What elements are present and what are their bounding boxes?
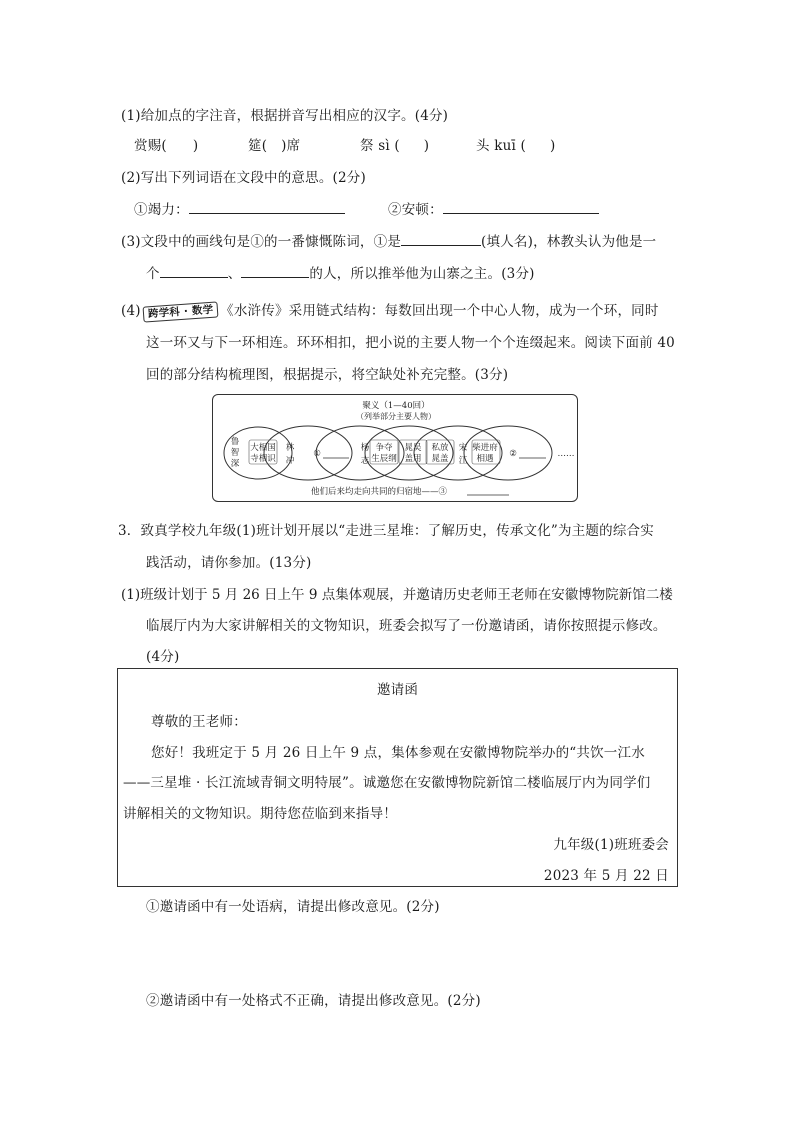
chain-structure-diagram — [212, 394, 578, 502]
answer-blank[interactable] — [160, 264, 228, 278]
chain-ring-6 — [464, 426, 552, 480]
interdisciplinary-math-badge: 跨学科 · 数学 — [142, 301, 218, 322]
q2-part4-line1: (4) 跨学科 · 数学 《水浒传》采用链式结构：每数回出现一个中心人物，成为一个环，同时 — [121, 299, 659, 320]
letter-salutation: 尊敬的王老师： — [151, 714, 247, 730]
q2-part4-line2: 这一环又与下一环相连。环环相扣，把小说的主要人物一个个连缀起来。阅读下面前 40 — [146, 335, 675, 351]
q2-part3-line2: 个 、 的人，所以推举他为山寨之主。(3分) — [146, 266, 535, 282]
svg-text:寺相识: 寺相识 — [250, 454, 276, 464]
q2-part2-item1: ①竭力： — [134, 198, 345, 218]
q2-part2-title: (2)写出下列词语在文段中的意思。(2分) — [121, 170, 366, 186]
q2-part3-line1: (3)文段中的画线句是①的一番慷慨陈词，①是 (填人名)，林教头认为他是一 — [121, 234, 657, 250]
node-chaowu: 晁吴 — [404, 443, 422, 453]
q3-sub2: ②邀请函中有一处格式不正确，请提出修改意见。(2分) — [146, 993, 481, 1009]
svg-text:深: 深 — [230, 459, 240, 469]
svg-text:冲: 冲 — [285, 456, 295, 466]
node-daxiangguosi: 大相国 — [250, 443, 276, 453]
diagram-subtitle: （列举部分主要人物） — [356, 412, 436, 421]
svg-text:相遇: 相遇 — [476, 454, 494, 464]
chain-ring-4 — [365, 426, 453, 480]
node-blank-2: ② — [509, 449, 517, 459]
node-sifang: 私放 — [431, 443, 449, 453]
invitation-letter — [117, 668, 678, 887]
chain-ring-3 — [316, 426, 404, 480]
chain-ellipsis: …… — [557, 449, 575, 459]
answer-blank[interactable] — [443, 200, 599, 214]
letter-body-line1: 您好！我班定于 5 月 26 日上午 9 点，集体参观在安徽博物院举办的“共饮一江水 — [151, 745, 645, 761]
node-yangzhi: 杨 — [360, 443, 370, 453]
q2-part1-item-yanxi: 筵( )席 — [248, 138, 301, 154]
node-blank-1: ① — [313, 449, 321, 459]
letter-title: 邀请函 — [376, 682, 419, 698]
svg-text:晁盖: 晁盖 — [431, 454, 449, 464]
diagram-title: 聚义（1—40回） — [362, 401, 430, 411]
letter-body-line3: 讲解相关的文物知识。期待您莅临到来指导！ — [123, 806, 397, 822]
q3-line2: 践活动，请你参加。(13分) — [146, 555, 312, 571]
answer-blank[interactable] — [401, 232, 481, 246]
svg-text:盖用: 盖用 — [404, 454, 422, 464]
q3-line1: 3．致真学校九年级(1)班计划开展以“走进三星堆：了解历史，传承文化”为主题的综合实 — [118, 523, 654, 539]
q2-part1-items: 赏赐( ) — [134, 138, 199, 154]
node-songjiang: 宋 — [458, 443, 468, 453]
q2-part1-title: (1)给加点的字注音，根据拼音写出相应的汉字。(4分) — [121, 108, 449, 124]
letter-date: 2023 年 5 月 22 日 — [543, 868, 669, 884]
svg-text:志: 志 — [360, 456, 370, 466]
q3-sub1: ①邀请函中有一处语病，请提出修改意见。(2分) — [146, 899, 440, 915]
svg-text:江: 江 — [458, 456, 468, 466]
node-lu: 鲁 — [230, 437, 240, 447]
node-chaijin: 柴进府 — [472, 443, 498, 453]
diagram-bottom-text: 他们后来均走向共同的归宿地——③ — [311, 487, 448, 497]
q2-part1-item-ji: 祭 sì ( ) — [360, 138, 430, 154]
answer-blank[interactable] — [241, 264, 309, 278]
svg-text:生辰纲: 生辰纲 — [371, 454, 397, 464]
q2-part4-line3: 回的部分结构梳理图，根据提示，将空缺处补充完整。(3分) — [146, 367, 509, 383]
answer-blank[interactable] — [189, 200, 345, 214]
svg-text:智: 智 — [230, 448, 240, 458]
q3-part1-line3: (4分) — [146, 649, 180, 665]
item-shangci: 赏赐( — [134, 138, 167, 154]
q2-part1-item-kui: 头 kuī ( ) — [476, 138, 556, 154]
letter-signature: 九年级(1)班班委会 — [553, 837, 669, 853]
letter-body-line2: ——三星堆 · 长江流域青铜文明特展”。诚邀您在安徽博物院新馆二楼临展厅内为同学们 — [123, 775, 651, 791]
node-shengchengang: 争夺 — [375, 443, 393, 453]
q3-part1-line2: 临展厅内为大家讲解相关的文物知识，班委会拟写了一份邀请函，请你按照提示修改。 — [146, 618, 667, 634]
q3-part1-line1: (1)班级计划于 5 月 26 日上午 9 点集体观展，并邀请历史老师王老师在安徽博物院新馆二楼 — [121, 587, 673, 603]
q2-part2-item2: ②安顿： — [388, 198, 599, 218]
node-linchong: 林 — [285, 443, 295, 453]
